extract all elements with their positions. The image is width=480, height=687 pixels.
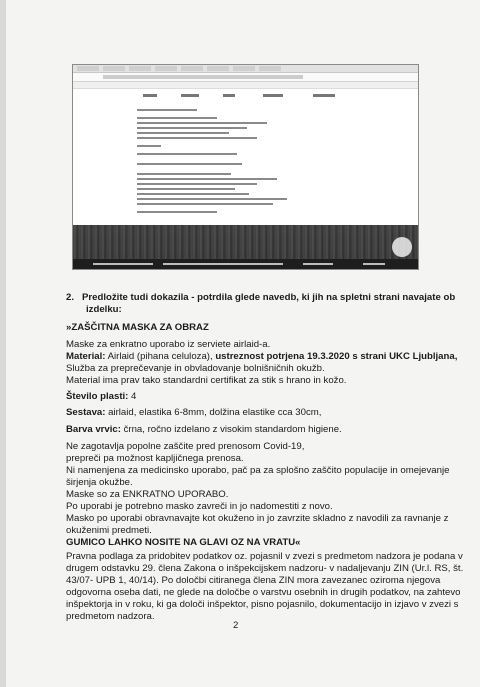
product-desc: Maske za enkratno uporabo iz serviete airlaid-a. bbox=[66, 339, 271, 350]
website-logo-icon bbox=[392, 237, 412, 257]
browser-bookmarks-bar bbox=[73, 82, 418, 89]
browser-address-bar bbox=[73, 73, 418, 82]
scan-edge-shadow bbox=[0, 0, 6, 687]
product-title: »ZAŠČITNA MASKA ZA OBRAZ bbox=[66, 322, 209, 333]
legal-line: predmetom nadzora. bbox=[66, 611, 155, 622]
service-line: Služba za preprečevanje in obvladovanje bolnišničnih okužb. bbox=[66, 363, 325, 374]
note-line: GUMICO LAHKO NOSITE NA GLAVI OZ NA VRATU« bbox=[66, 537, 301, 548]
material-line: Material: Airlaid (pihana celuloza), ustreznost potrjena 19.3.2020 s strani UKC Ljubljana, bbox=[66, 351, 458, 362]
legal-line: drugem odstavku 29. člena Zakona o inšpekcijskem nadzoru- v nadaljevanju ZIN (Ur.l. RS, št. bbox=[66, 563, 464, 574]
note-line: okuženimi predmeti. bbox=[66, 525, 152, 536]
note-line: Ni namenjena za medicinsko uporabo, pač pa za splošno zaščito populacije in omejevanje bbox=[66, 465, 450, 476]
legal-line: 43/07- UPB 1, 40/14). Po določbi citiranega člena ZIN mora zavezanec oziroma njegova bbox=[66, 575, 441, 586]
note-line: Ne zagotavlja popolne zaščite pred prenosom Covid-19, bbox=[66, 441, 305, 452]
note-line: Maske so za ENKRATNO UPORABO. bbox=[66, 489, 229, 500]
composition-line: Sestava: airlaid, elastika 6-8mm, dolžina elastike cca 30cm, bbox=[66, 407, 322, 418]
legal-line: inšpektorja in v roku, ki ga določi inšpektor, pisno pojasnilo, dokumentacijo in izjavo v zvezi s bbox=[66, 599, 459, 610]
embedded-website-screenshot bbox=[72, 64, 419, 270]
note-line: Masko po uporabi obravnavajte kot okuženo in jo zavrzite skladno z navodili za ravnanje z bbox=[66, 513, 449, 524]
note-line: prepreči pa možnost kapljičnega prenosa. bbox=[66, 453, 244, 464]
cord-color-line: Barva vrvic: črna, ročno izdelano z visokim standardom higiene. bbox=[66, 424, 342, 435]
page-number: 2 bbox=[233, 620, 239, 631]
legal-line: odgovorna oseba dati, ne glede na določbe o varstvu osebnih in drugih podatkov, na zahtevo bbox=[66, 587, 461, 598]
browser-tab-strip bbox=[73, 65, 418, 73]
website-nav bbox=[73, 89, 418, 103]
website-footer-banner bbox=[73, 225, 418, 269]
layers-line: Število plasti: 4 bbox=[66, 391, 137, 402]
section-2-heading-cont: izdelku: bbox=[86, 304, 122, 315]
note-line: širjenja okužbe. bbox=[66, 477, 133, 488]
note-line: Po uporabi je potrebno masko zavreči in jo nadomestiti z novo. bbox=[66, 501, 333, 512]
certificate-line: Material ima prav tako standardni certifikat za stik s hrano in kožo. bbox=[66, 375, 347, 386]
legal-line: Pravna podlaga za pridobitev podatkov oz. pojasnil v zvezi s predmetom nadzora je podana v bbox=[66, 551, 463, 562]
section-2-heading: 2. Predložite tudi dokazila - potrdila glede navedb, ki jih na spletni strani navajate ob bbox=[66, 292, 456, 303]
